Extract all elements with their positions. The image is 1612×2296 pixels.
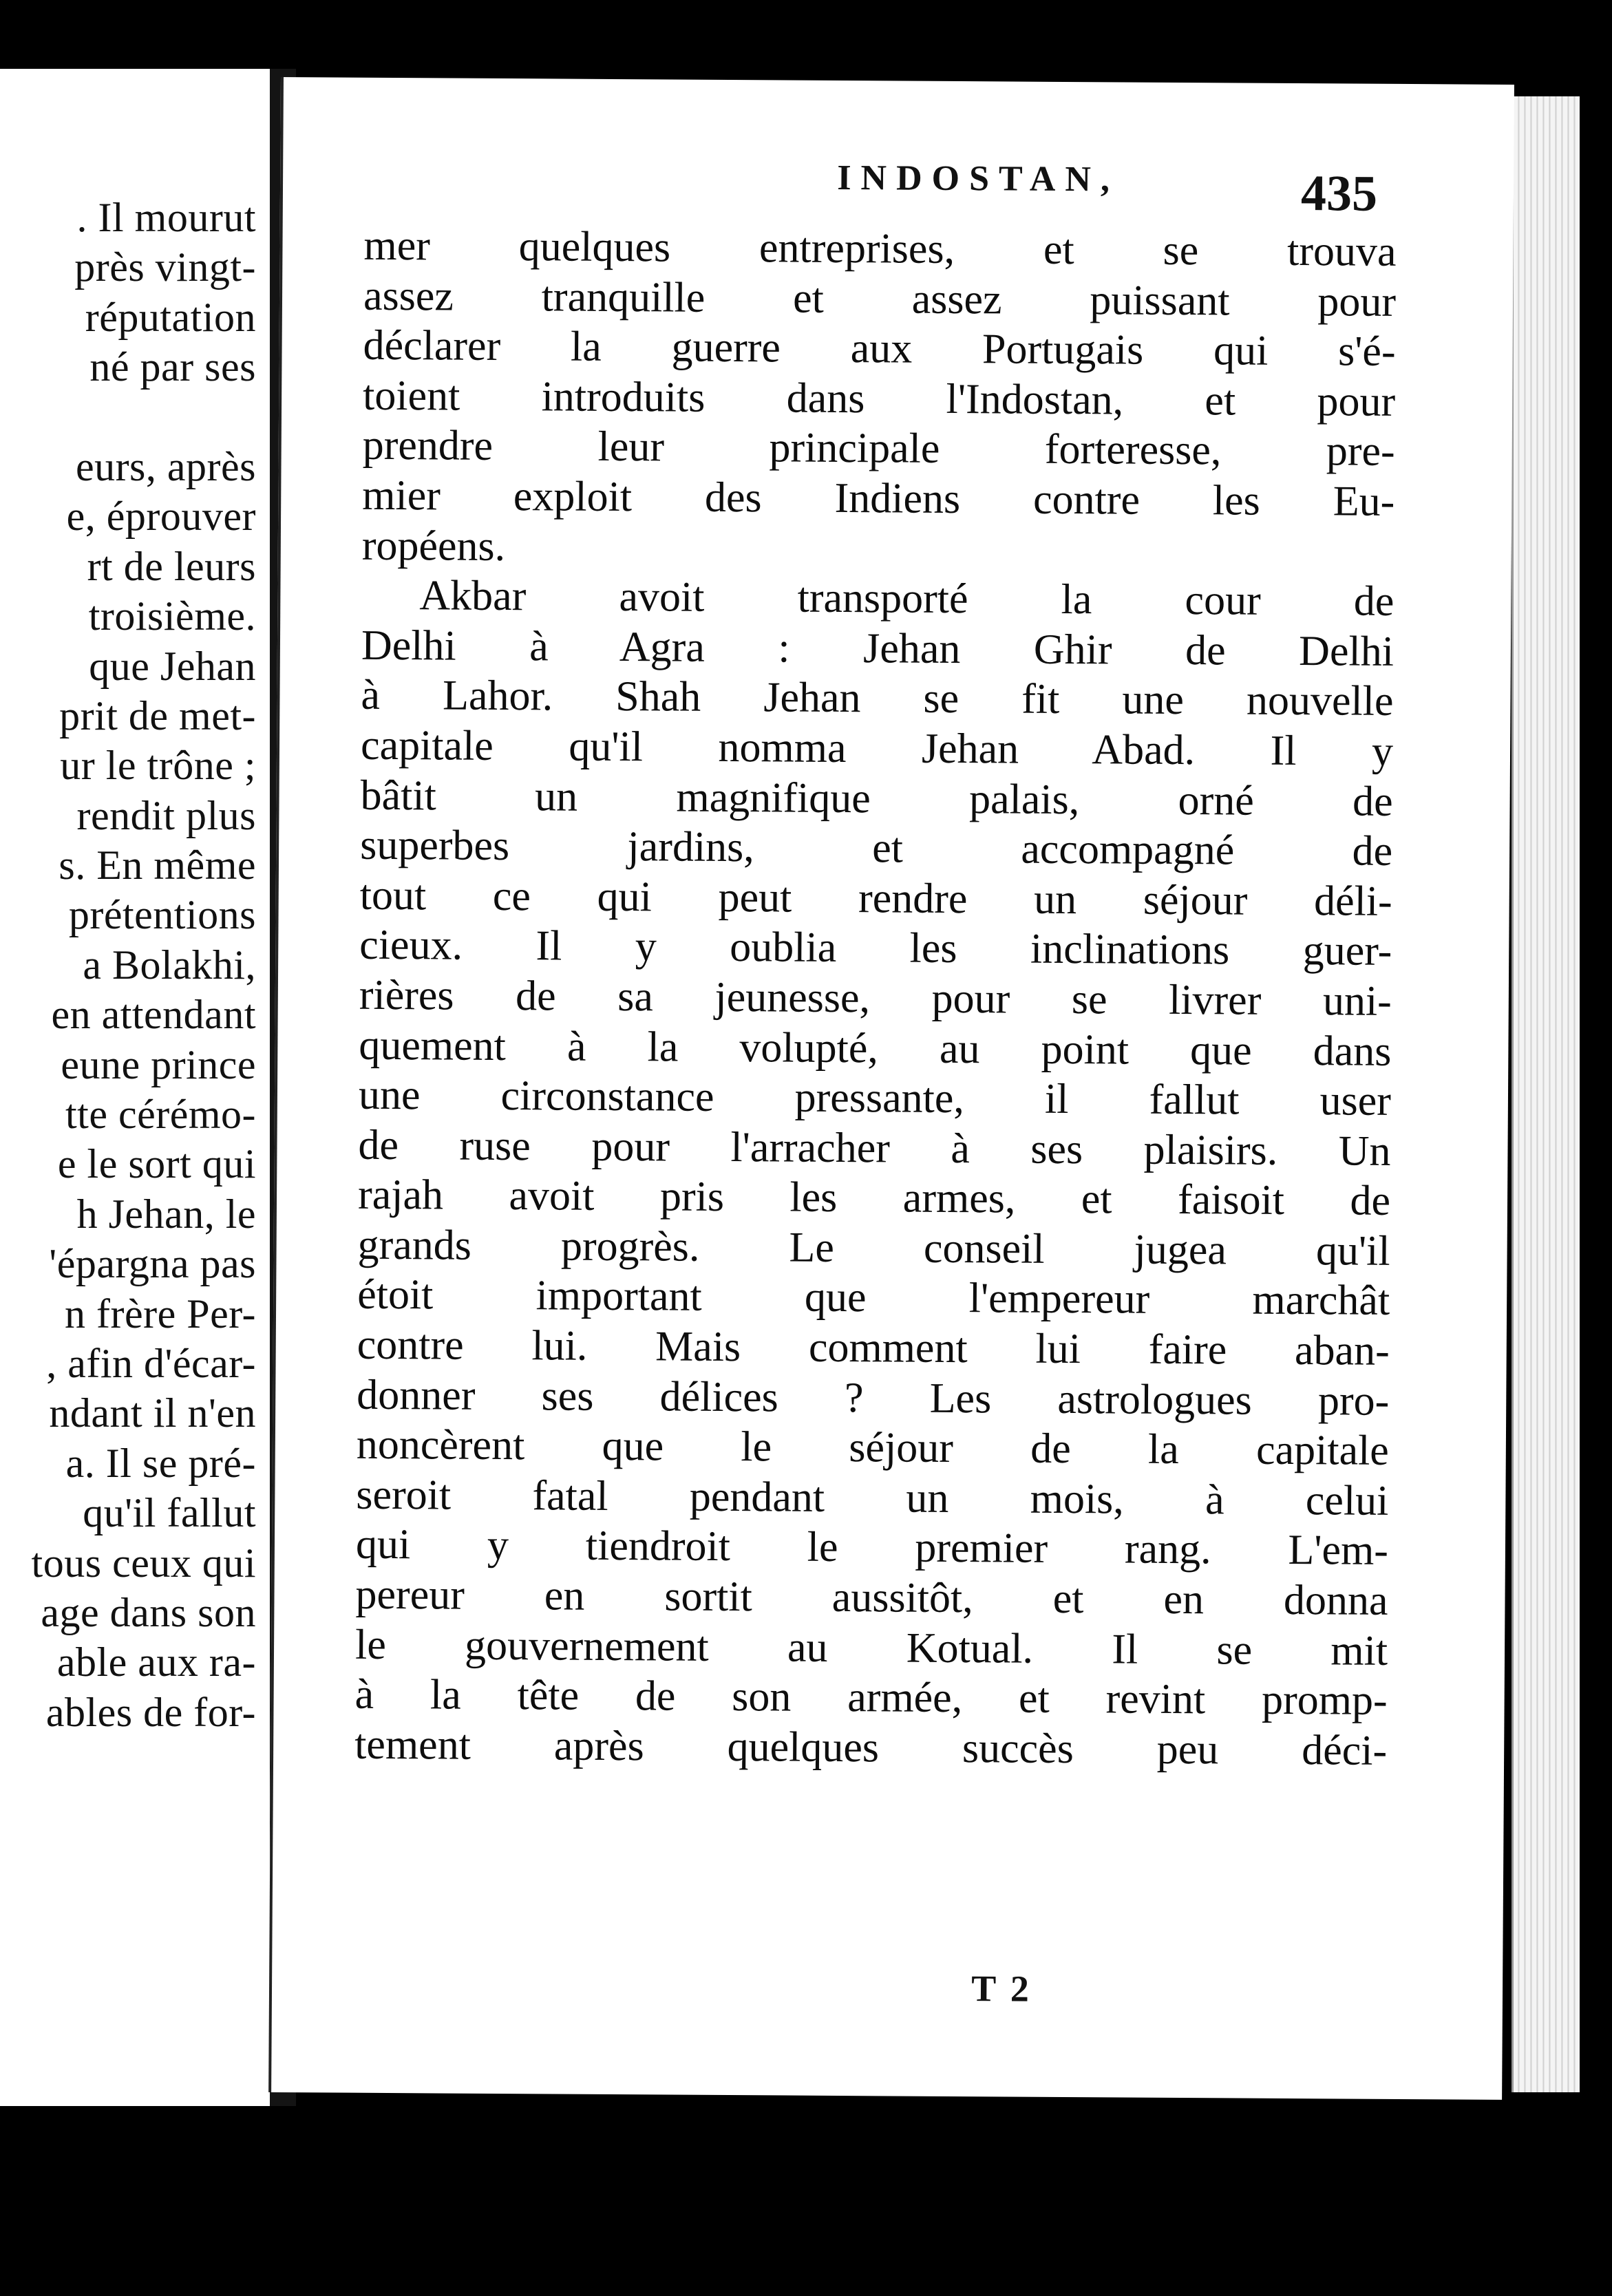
text-line: ropéens.: [361, 522, 506, 570]
left-line: h Jehan, le: [76, 1191, 256, 1237]
left-line: e, éprouver: [66, 493, 256, 540]
left-line: tous ceux qui: [31, 1540, 256, 1586]
text-line: Delhi à Agra : Jehan Ghir de Delhi: [361, 621, 1394, 675]
left-line: rt de leurs: [87, 543, 256, 589]
left-line: ables de for-: [45, 1689, 256, 1735]
page-number: 435: [1300, 165, 1378, 222]
left-line: , afin d'écar-: [46, 1340, 256, 1386]
text-line: étoit important que l'empereur marchât: [357, 1271, 1390, 1325]
left-facing-page: [0, 69, 275, 2106]
text-line: noncèrent que le séjour de la capitale: [356, 1421, 1390, 1475]
left-line: ur le trône ;: [60, 743, 256, 789]
text-line: qui y tiendroit le premier rang. L'em-: [355, 1521, 1389, 1575]
left-line: a Bolakhi,: [83, 942, 256, 988]
text-line: à la tête de son armée, et revint promp-: [354, 1670, 1388, 1725]
text-line: rières de sa jeunesse, pour se livrer uni-: [359, 971, 1392, 1025]
page-edges: [1512, 96, 1580, 2092]
left-line: troisième.: [88, 593, 256, 639]
text-line: seroit fatal pendant un mois, à celui: [356, 1471, 1389, 1524]
left-line: en attendant: [51, 992, 256, 1038]
left-line: age dans son: [41, 1589, 256, 1635]
left-line: rendit plus: [76, 792, 256, 838]
running-head: INDOSTAN,: [837, 158, 1120, 200]
text-line: déclarer la guerre aux Portugais qui s'é-: [363, 321, 1396, 376]
text-line: capitale qu'il nomma Jehan Abad. Il y: [360, 721, 1394, 775]
text-line: quement à la volupté, au point que dans: [359, 1021, 1392, 1075]
text-line: donner ses délices ? Les astrologues pro-: [357, 1371, 1390, 1425]
left-line: eurs, après: [75, 443, 256, 489]
left-line: a. Il se pré-: [65, 1440, 256, 1486]
left-line: 'épargna pas: [49, 1241, 256, 1287]
left-line: s. En même: [59, 842, 256, 889]
text-line: Akbar avoit transporté la cour de: [419, 572, 1394, 626]
text-line: tement après quelques succès peu déci-: [354, 1721, 1388, 1774]
text-line: bâtit un magnifique palais, orné de: [360, 772, 1393, 825]
left-page-text: [0, 193, 256, 1737]
text-line: grands progrès. Le conseil jugea qu'il: [357, 1221, 1390, 1275]
text-line: tout ce qui peut rendre un séjour déli-: [359, 871, 1392, 925]
text-line: à Lahor. Shah Jehan se fit une nouvelle: [361, 672, 1394, 725]
text-line: rajah avoit pris les armes, et faisoit de: [357, 1171, 1391, 1225]
left-line: que Jehan: [89, 643, 256, 689]
left-line: réputation: [85, 294, 256, 340]
left-line: né par ses: [89, 344, 256, 390]
body-text: [354, 221, 1397, 1776]
left-line: qu'il fallut: [83, 1490, 256, 1536]
text-line: toient introduits dans l'Indostan, et pour: [362, 372, 1396, 425]
text-line: le gouvernement au Kotual. Il se mit: [354, 1621, 1388, 1675]
text-line: cieux. Il y oublia les inclinations guer-: [359, 922, 1392, 975]
left-line: able aux ra-: [56, 1639, 256, 1686]
text-line: de ruse pour l'arracher à ses plaisirs. Un: [358, 1121, 1391, 1175]
left-line: . Il mourut: [76, 195, 256, 240]
text-line: assez tranquille et assez puissant pour: [363, 272, 1397, 326]
signature-mark: T 2: [971, 1968, 1032, 2010]
text-line: pereur en sortit aussitôt, et en donna: [355, 1571, 1388, 1624]
left-line: prit de met-: [59, 692, 256, 738]
text-line: prendre leur principale forteresse, pre-: [362, 422, 1395, 476]
right-page: [268, 77, 1514, 2100]
text-line: contre lui. Mais comment lui faire aban-: [357, 1321, 1390, 1374]
left-line: e le sort qui: [57, 1141, 256, 1187]
left-line: près vingt-: [74, 244, 256, 290]
left-line: prétentions: [68, 892, 256, 938]
text-line: mier exploit des Indiens contre les Eu-: [362, 471, 1395, 525]
left-line: tte cérémo-: [65, 1092, 256, 1138]
left-line: [0, 392, 256, 442]
left-line: n frère Per-: [65, 1290, 256, 1337]
text-line: mer quelques entreprises, et se trouva: [363, 222, 1397, 275]
left-line: ndant il n'en: [49, 1390, 256, 1436]
left-line: eune prince: [61, 1041, 256, 1087]
text-line: une circonstance pressante, il fallut user: [358, 1071, 1392, 1125]
text-line: superbes jardins, et accompagné de: [359, 821, 1393, 875]
